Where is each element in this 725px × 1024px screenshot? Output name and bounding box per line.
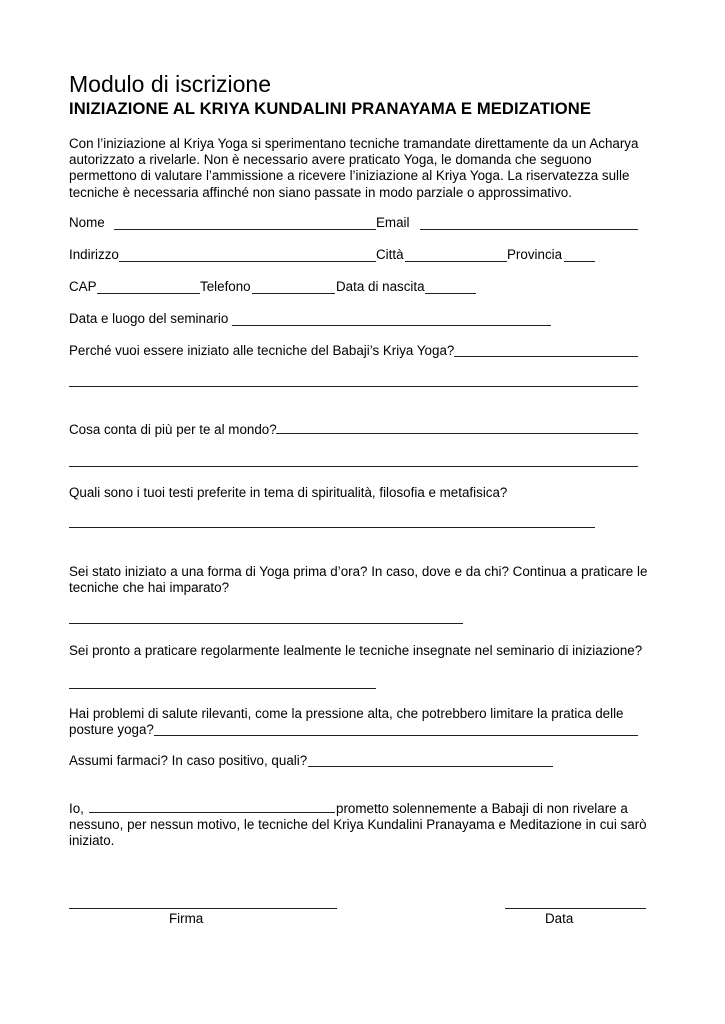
page-title: Modulo di iscrizione bbox=[69, 71, 271, 97]
pledge-name-field[interactable] bbox=[89, 812, 335, 813]
question-4: Sei stato iniziato a una forma di Yoga prima d’ora? In caso, dove e da chi? Continua a praticare le tecniche che hai imparato? bbox=[69, 564, 648, 596]
answer-5-field[interactable] bbox=[69, 688, 376, 689]
cap-field[interactable] bbox=[97, 293, 200, 294]
answer-2-field[interactable] bbox=[69, 466, 638, 467]
indirizzo-label: Indirizzo bbox=[69, 247, 119, 262]
answer-4-field[interactable] bbox=[69, 623, 463, 624]
data-field[interactable] bbox=[505, 908, 646, 909]
pledge-line-3: iniziato. bbox=[69, 833, 115, 848]
email-label: Email bbox=[376, 215, 410, 230]
answer-7-field[interactable] bbox=[308, 766, 553, 767]
answer-1-field[interactable] bbox=[69, 386, 638, 387]
answer-2-inline-field[interactable] bbox=[276, 433, 638, 434]
email-field[interactable] bbox=[420, 229, 638, 230]
nome-field[interactable] bbox=[114, 229, 376, 230]
question-1: Perché vuoi essere iniziato alle tecniche del Babaji’s Kriya Yoga? bbox=[69, 343, 455, 358]
citta-label: Città bbox=[376, 247, 404, 262]
answer-3-field[interactable] bbox=[69, 527, 595, 528]
answer-6-field[interactable] bbox=[154, 735, 638, 736]
cap-label: CAP bbox=[69, 279, 97, 294]
intro-paragraph: Con l’iniziazione al Kriya Yoga si sperimentano tecniche tramandate direttamente da un Acharya autorizzato a rivelarle. Non è necessario avere praticato Yoga, le domanda che seguono permettono di valutare l’ammissione a ricevere l’iniziazione al Kriya Yoga. La riservatezza sulle tecniche è necessaria affinché non siano passate in modo parziale o approssimativo. bbox=[69, 136, 639, 200]
page-subtitle: INIZIAZIONE AL KRIYA KUNDALINI PRANAYAMA E MEDIZATIONE bbox=[69, 99, 591, 118]
pledge-line-2: nessuno, per nessun motivo, le tecniche del Kriya Kundalini Pranayama e Meditazione in cui sarò bbox=[69, 817, 647, 832]
citta-field[interactable] bbox=[405, 261, 507, 262]
question-7: Assumi farmaci? In caso positivo, quali? bbox=[69, 753, 308, 768]
seminario-label: Data e luogo del seminario bbox=[69, 311, 229, 326]
pledge-prefix: Io, bbox=[69, 801, 84, 816]
nome-label: Nome bbox=[69, 215, 105, 230]
firma-label: Firma bbox=[169, 911, 204, 926]
question-6: Hai problemi di salute rilevanti, come la pressione alta, che potrebbero limitare la pratica delle posture yoga? bbox=[69, 706, 624, 738]
data-label: Data bbox=[545, 911, 574, 926]
provincia-label: Provincia bbox=[507, 247, 563, 262]
pledge-line-1: prometto solennemente a Babaji di non rivelare a bbox=[336, 801, 628, 816]
seminario-field[interactable] bbox=[232, 325, 551, 326]
question-5: Sei pronto a praticare regolarmente lealmente le tecniche insegnate nel seminario di iniziazione? bbox=[69, 643, 643, 658]
question-3: Quali sono i tuoi testi preferite in tema di spiritualità, filosofia e metafisica? bbox=[69, 485, 508, 500]
firma-field[interactable] bbox=[69, 908, 337, 909]
telefono-field[interactable] bbox=[252, 293, 335, 294]
provincia-field[interactable] bbox=[564, 261, 595, 262]
data-nascita-label: Data di nascita bbox=[336, 279, 425, 294]
answer-1-inline-field[interactable] bbox=[454, 356, 638, 357]
question-2: Cosa conta di più per te al mondo? bbox=[69, 422, 277, 437]
telefono-label: Telefono bbox=[200, 279, 251, 294]
data-nascita-field[interactable] bbox=[425, 293, 476, 294]
indirizzo-field[interactable] bbox=[119, 261, 376, 262]
